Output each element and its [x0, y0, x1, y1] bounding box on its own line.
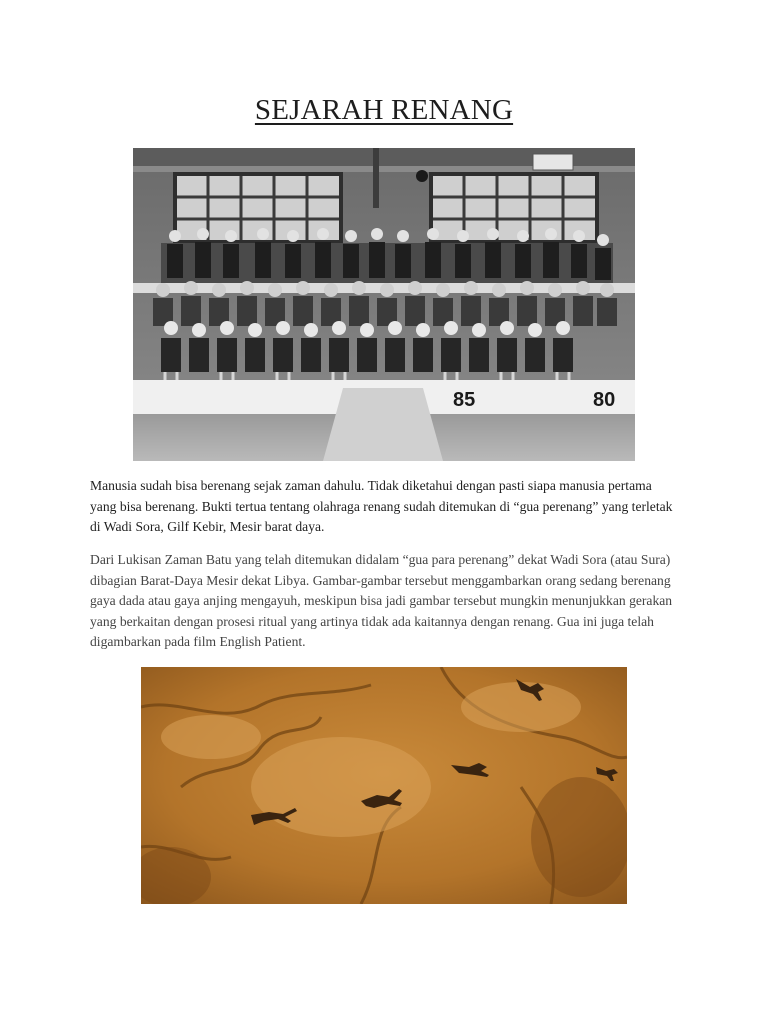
paragraph-cave-history: Dari Lukisan Zaman Batu yang telah ditemukan didalam “gua para perenang” dekat Wadi Sora (atau Sura) dibagian Barat-Daya Mesir dekat Libya. Gambar-gambar tersebut menggambarkan orang sedang berenang gaya dada atau gaya anjing mengayuh, meskipun bisa jadi gambar tersebut mungkin menunjukkan gerakan yang berkaitan dengan prosesi ritual yang artinya tidak ada kaitannya dengan renang. Gua ini juga telah digambarkan pada film English Patient.: [90, 552, 673, 649]
paragraph-intro: Manusia sudah bisa berenang sejak zaman dahulu. Tidak diketahui dengan pasti siapa manusia pertama yang bisa berenang. Bukti tertua tentang olahraga renang sudah ditemukan di “gua perenang” yang terletak di Wadi Sora, Gilf Kebir, Mesir barat daya.: [90, 478, 673, 534]
swim-team-photo: [133, 148, 635, 461]
pool-number-85: 85: [453, 389, 476, 411]
cave-painting-image: [141, 667, 627, 904]
page-title: SEJARAH RENANG: [254, 94, 514, 126]
pool-number-80: 80: [593, 389, 616, 411]
window-right: [431, 174, 597, 242]
